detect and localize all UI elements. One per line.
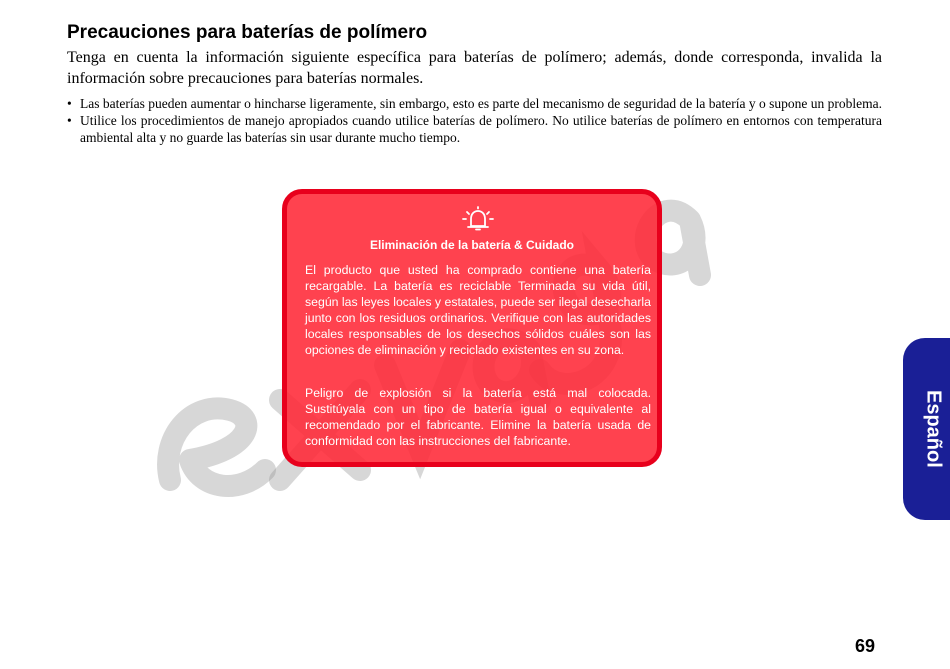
warning-paragraph: El producto que usted ha comprado contiene una batería recargable. La batería es reciclable Terminada su vida útil, según las leyes locales y estatales, puede ser ilegal desecharla junto con los residuos ordinarios. Verifique con las autoridades locales responsables de los desechos sólidos cuáles son las opciones de eliminación y reciclado existentes en su zona. <box>305 263 651 357</box>
list-item <box>67 95 882 112</box>
warning-title: Eliminación de la batería & Cuidado <box>369 238 575 252</box>
bullet-icon: • <box>67 96 72 111</box>
alarm-bell-icon <box>461 206 495 232</box>
language-tab-label: Español <box>922 390 945 468</box>
page-number: 69 <box>855 636 876 656</box>
battery-disposal-warning <box>282 189 662 467</box>
list-item-text: Las baterías pueden aumentar o hincharse ligeramente, sin embargo, esto es parte del mecanismo de seguridad de la batería y o supone un problema. <box>80 96 882 111</box>
warning-paragraph: Peligro de explosión si la batería está mal colocada. Sustitúyala con un tipo de batería igual o equivalente al recomendado por el fabricante. Elimine la batería usada de conformidad con las instrucciones del fabricante. <box>305 386 651 448</box>
section-heading: Precauciones para baterías de polímero <box>67 22 428 43</box>
list-item-text: Utilice los procedimientos de manejo apropiados cuando utilice baterías de polímero. No utilice baterías de polímero en entornos con temperatura ambiental alta y no guarde las baterías sin usar durante mucho tiempo. <box>80 113 882 145</box>
language-tab <box>903 338 950 520</box>
bullet-icon: • <box>67 113 72 128</box>
list-item <box>67 112 882 146</box>
precaution-list <box>67 95 882 146</box>
intro-paragraph: Tenga en cuenta la información siguiente específica para baterías de polímero; además, donde corresponda, invalida la información sobre precauciones para baterías normales. <box>67 49 882 87</box>
